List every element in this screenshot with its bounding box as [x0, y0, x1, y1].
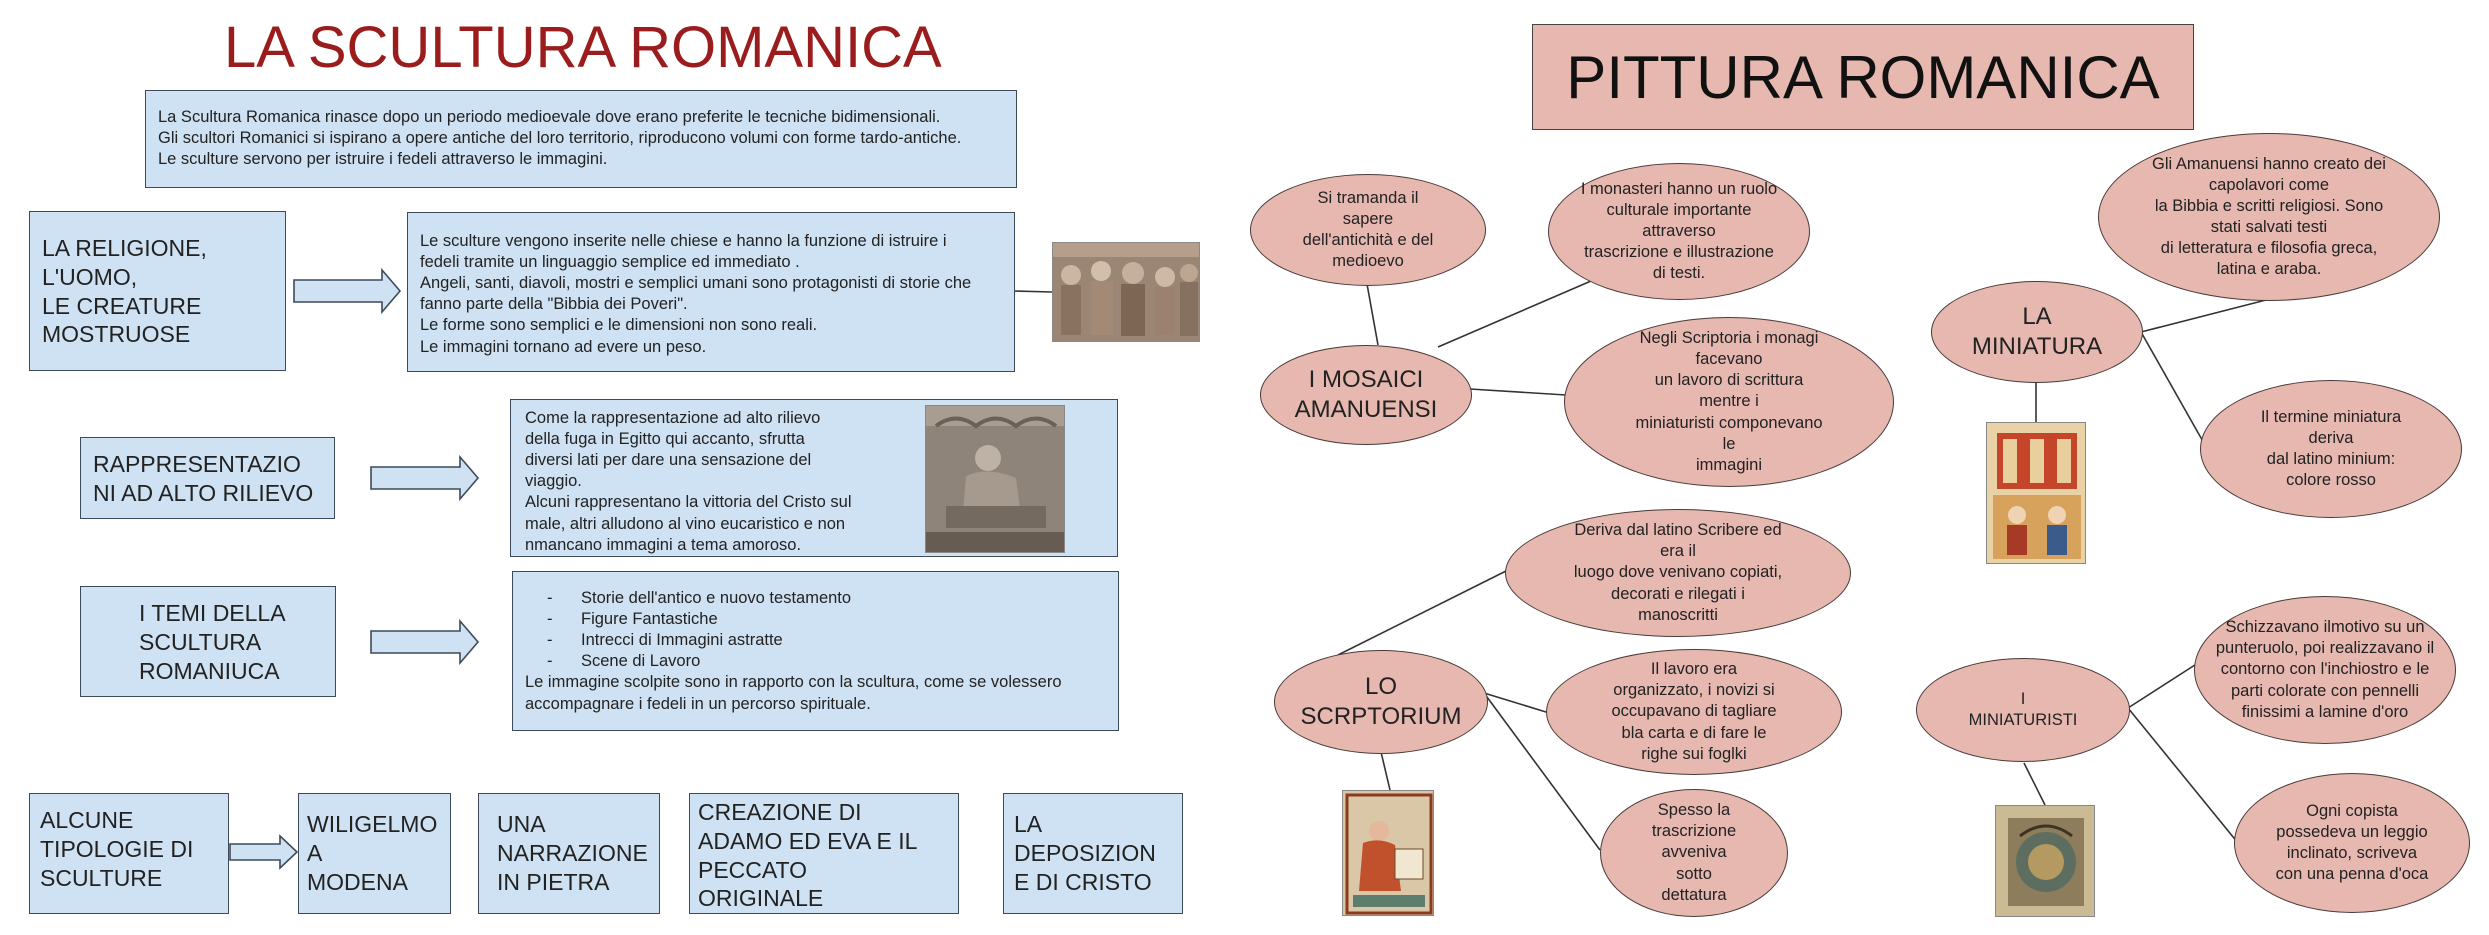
religione-label-box: LA RELIGIONE, L'UOMO, LE CREATURE MOSTRUOSE [29, 211, 286, 371]
miniaturisti-node: I MINIATURISTI [1916, 658, 2130, 762]
copista-leggio-ellipse: Ogni copista possedeva un leggio inclinato, scriveva con una penna d'oca [2234, 773, 2470, 913]
scribe-manuscript-image [1342, 790, 1434, 916]
alto-rilievo-label-box: RAPPRESENTAZIO NI AD ALTO RILIEVO [80, 437, 335, 519]
schizzavano-ellipse: Schizzavano ilmotivo su un punteruolo, poi realizzavano il contorno con l'inchiostro e le parti colorate con pennelli finissimi a lamine d'oro [2194, 596, 2456, 744]
scribere-ellipse: Deriva dal latino Scribere ed era il luogo dove venivano copiati, decorati e rilegati i manoscritti [1505, 509, 1851, 637]
relief-sculpture-photo [1052, 242, 1200, 342]
monasteri-ellipse: I monasteri hanno un ruolo culturale importante attraverso trascrizione e illustrazione di testi. [1548, 163, 1810, 300]
narrazione-box: UNA NARRAZIONE IN PIETRA [478, 793, 660, 914]
lavoro-organizzato-ellipse: Il lavoro era organizzato, i novizi si occupavano di tagliare bla carta e di fare le righe sui foglki [1546, 649, 1842, 775]
intro-text-box: La Scultura Romanica rinasce dopo un periodo medioevale dove erano preferite le tecniche bidimensionali. Gli scultori Romanici si ispirano a opere antiche del loro territorio, riproducono volumi con forme tardo-antiche. Le sculture servono per istruire i fedeli attraverso le immagini. [145, 90, 1017, 188]
deposizione-box: LA DEPOSIZION E DI CRISTO [1003, 793, 1183, 914]
temi-bullet-item: - Figure Fantastiche [581, 609, 1106, 630]
temi-label-box: I TEMI DELLA SCULTURA ROMANIUCA [80, 586, 336, 697]
scriptoria-ellipse: Negli Scriptoria i monagi facevano un lavoro di scrittura mentre i miniaturisti componevano le immagini [1564, 317, 1894, 487]
dettatura-ellipse: Spesso la trascrizione avveniva sotto dettatura [1600, 789, 1788, 917]
mosaici-amanuensi-node: I MOSAICI AMANUENSI [1260, 345, 1472, 445]
minium-ellipse: Il termine miniatura deriva dal latino minium: colore rosso [2200, 380, 2462, 518]
amanuensi-capolavori-ellipse: Gli Amanuensi hanno creato dei capolavori come la Bibbia e scritti religiosi. Sono stati salvati testi di letteratura e filosofia greca, latina e araba. [2098, 133, 2440, 301]
temi-text-box [512, 571, 1119, 731]
wiligelmo-box: WILIGELMO A MODENA [298, 793, 451, 914]
sapere-ellipse: Si tramanda il sapere dell'antichità e del medioevo [1250, 174, 1486, 286]
temi-bullet-item: - Scene di Lavoro [581, 651, 1106, 672]
right-page-title: PITTURA ROMANICA [1532, 24, 2194, 130]
miniatura-node: LA MINIATURA [1931, 281, 2143, 383]
adamo-eva-box: CREAZIONE DI ADAMO ED EVA E IL PECCATO ORIGINALE [689, 793, 959, 914]
scrptorium-node: LO SCRPTORIUM [1274, 650, 1488, 754]
temi-bullet-list [525, 588, 1106, 672]
fuga-in-egitto-capital-photo [925, 405, 1065, 553]
miniature-illustration-image [1986, 422, 2086, 564]
temi-bullet-item: - Storie dell'antico e nuovo testamento [581, 588, 1106, 609]
temi-bullet-item: - Intrecci di Immagini astratte [581, 630, 1106, 651]
temi-text: Le immagine scolpite sono in rapporto con la scultura, come se volessero accompagnare i fedeli in un percorso spirituale. [525, 673, 1062, 713]
left-page-title: LA SCULTURA ROMANICA [224, 15, 942, 80]
alto-rilievo-text: Come la rappresentazione ad alto rilievo della fuga in Egitto qui accanto, sfrutta diversi lati per dare una sensazione del viaggio. Alcuni rappresentano la vittoria del Cristo sul male, altri alludono al vino eucaristico e non nmancano immagini a tema amoroso. [525, 409, 852, 554]
religione-text-box: Le sculture vengono inserite nelle chiese e hanno la funzione di istruire i fedeli tramite un linguaggio semplice ed immediato . Angeli, santi, diavoli, mostri e semplici umani sono protagonisti di storie che fanno parte della "Bibbia dei Poveri". Le forme sono semplici e le dimensioni non sono reali. Le immagini tornano ad evere un peso. [407, 212, 1015, 372]
illuminated-letter-image [1995, 805, 2095, 917]
tipologie-box: ALCUNE TIPOLOGIE DI SCULTURE [29, 793, 229, 914]
